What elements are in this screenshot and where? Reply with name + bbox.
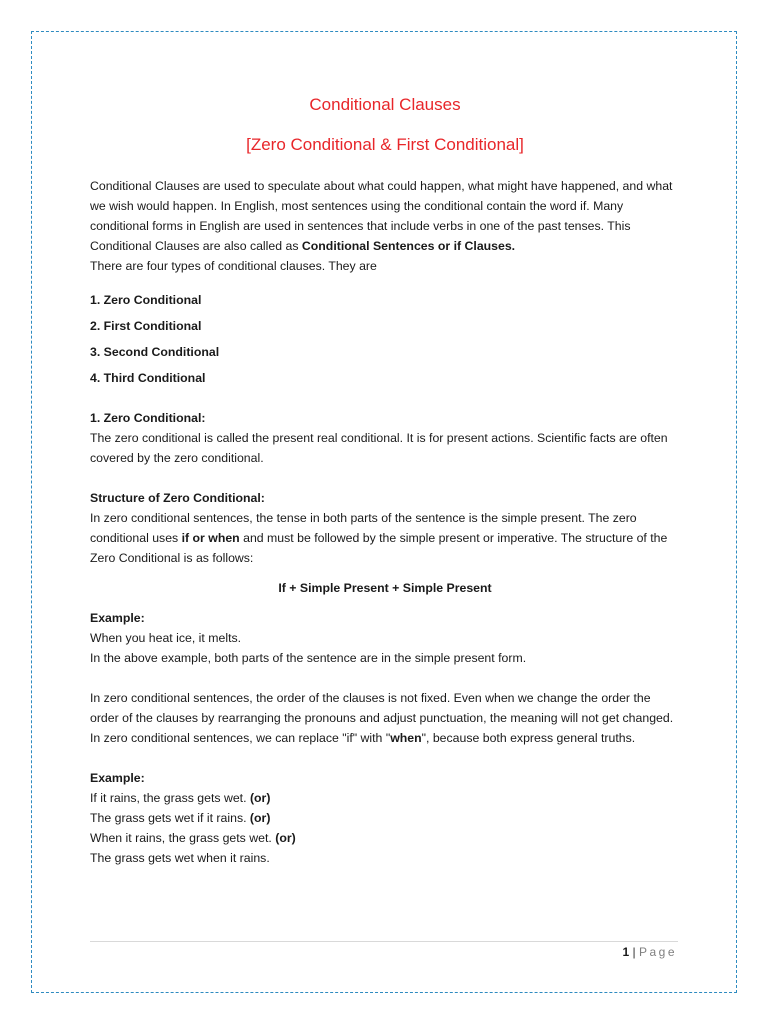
example-line (90, 808, 680, 828)
document-title: Conditional Clauses (309, 95, 461, 114)
order-paragraph (90, 688, 680, 748)
intro-paragraph (90, 176, 680, 256)
page-separator: | (629, 945, 639, 959)
example-line (90, 828, 680, 848)
example-line (90, 788, 680, 808)
types-list (90, 290, 680, 388)
intro-line-2: There are four types of conditional clauses. They are (90, 259, 377, 273)
footer-divider (90, 941, 678, 942)
structure-text-pre: In zero conditional sentences, the tense in both parts of the sentence is the simple present. The zero conditional uses (90, 511, 637, 545)
example-line-text: If it rains, the grass gets wet. (90, 791, 250, 805)
example-line-text: The grass gets wet if it rains. (90, 811, 250, 825)
example-label-2: Example: (90, 771, 145, 785)
order-text-bold: when (390, 731, 422, 745)
intro-bold: Conditional Sentences or if Clauses. (301, 239, 516, 253)
structure-paragraph (90, 508, 680, 568)
structure-text-post: and must be followed by the simple present or imperative. The structure of the Zero Conditional is as follows: (90, 531, 668, 565)
structure-heading: Structure of Zero Conditional: (90, 491, 265, 505)
example-line-text: When it rains, the grass gets wet. (90, 831, 276, 845)
zero-description: The zero conditional is called the present real conditional. It is for present actions. Scientific facts are often covered by the zero conditional. (90, 431, 668, 465)
formula: If + Simple Present + Simple Present (278, 581, 492, 595)
example-line-tag: (or) (249, 811, 271, 825)
list-item: 4. Third Conditional (90, 371, 206, 385)
order-text-post: ", because both express general truths. (421, 731, 636, 745)
structure-text-bold: if or when (181, 531, 240, 545)
list-item: 3. Second Conditional (90, 345, 220, 359)
intro-text: Conditional Clauses are used to speculate about what could happen, what might have happened, and what we wish would happen. In English, most sentences using the conditional contain the word if. Many conditional forms in English are used in sentences that include verbs in one of the past tenses. This Conditional Clauses are also called as (90, 179, 673, 253)
example-line-tag: (or) (275, 831, 296, 845)
example-label: Example: (90, 611, 145, 625)
example-line-text: The grass gets wet when it rains. (90, 851, 270, 865)
zero-heading: 1. Zero Conditional: (90, 411, 206, 425)
page-footer (622, 943, 677, 961)
example-note: In the above example, both parts of the sentence are in the simple present form. (90, 651, 527, 665)
example-line-tag: (or) (249, 791, 271, 805)
order-text-pre: In zero conditional sentences, the order of the clauses is not fixed. Even when we change the order the order of the clauses by rearranging the pronouns and adjust punctuation, the meaning will not get changed. In zero conditional sentences, we can replace "if" with " (90, 691, 674, 745)
document-subtitle: [Zero Conditional & First Conditional] (246, 135, 524, 154)
document-body (90, 92, 680, 868)
page-number: 1 (622, 945, 630, 959)
page-word: Page (638, 945, 677, 959)
list-item: 2. First Conditional (90, 319, 202, 333)
example-line (90, 848, 680, 868)
example-sentence: When you heat ice, it melts. (90, 631, 242, 645)
list-item: 1. Zero Conditional (90, 293, 202, 307)
